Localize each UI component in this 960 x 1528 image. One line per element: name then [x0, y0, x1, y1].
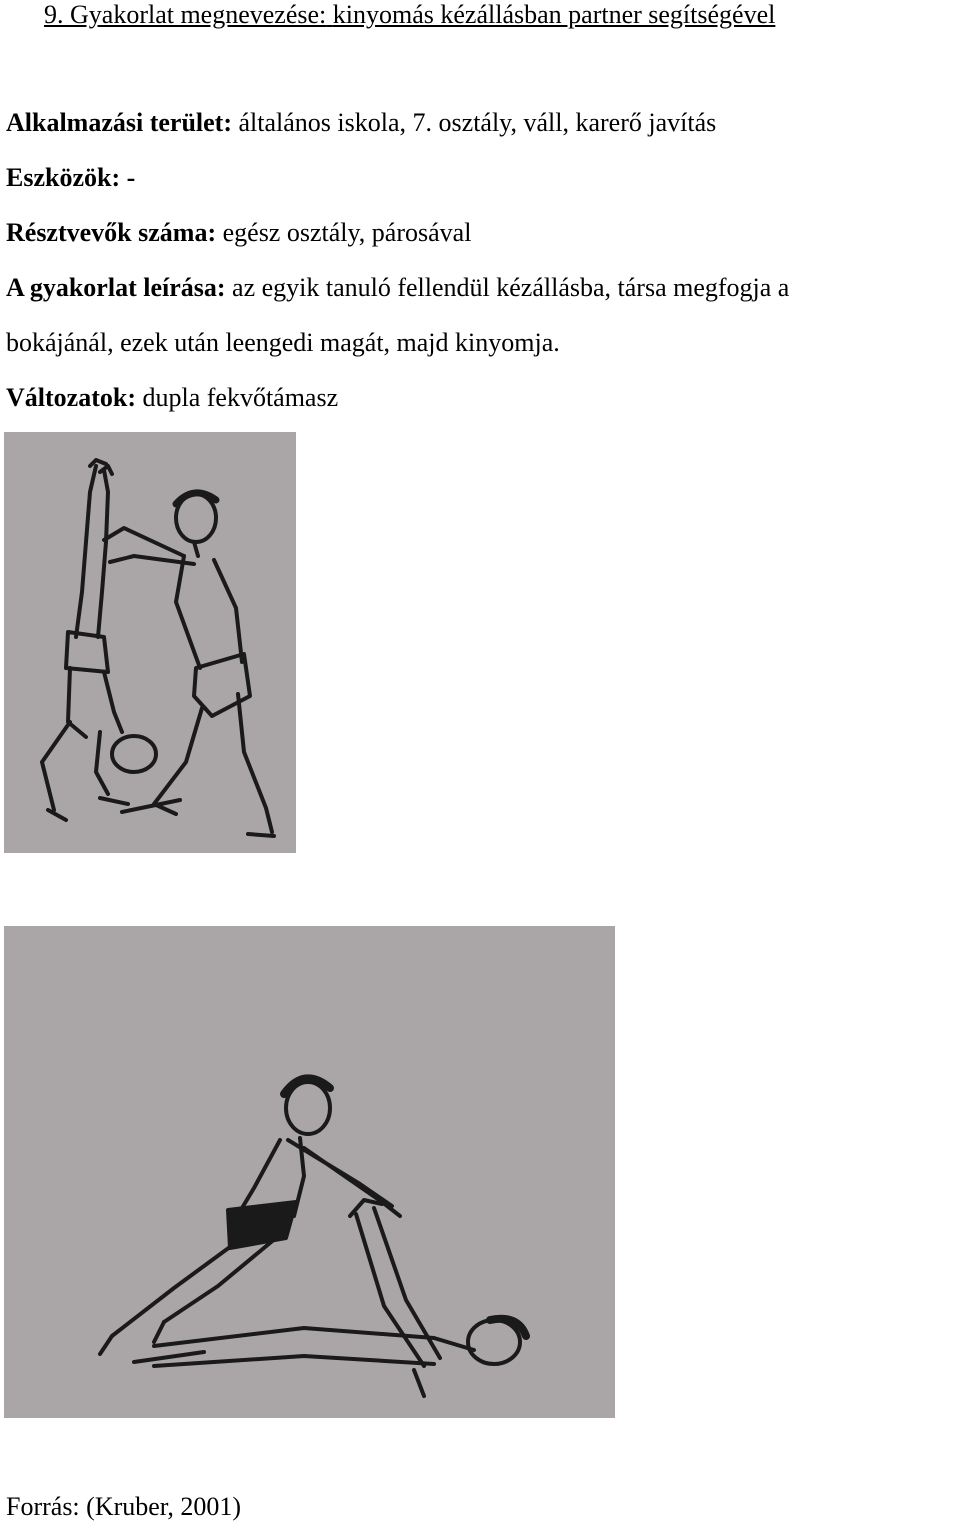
field-area — [6, 110, 716, 136]
source-citation: Forrás: (Kruber, 2001) — [6, 1492, 242, 1521]
exercise-title — [44, 2, 775, 28]
field-participants-label: Résztvevők száma: — [6, 218, 217, 247]
handstander-shorts — [66, 632, 108, 672]
field-participants-value: egész osztály, párosával — [222, 218, 472, 247]
lower-person-hair — [490, 1319, 526, 1336]
field-description-value-line1: az egyik tanuló fellendül kézállásba, társa megfogja a — [232, 273, 790, 302]
handstander-head — [112, 736, 156, 772]
handstander-torso — [68, 668, 122, 737]
field-description-label: A gyakorlat leírása: — [6, 273, 226, 302]
ground-line — [122, 800, 274, 836]
lower-person-legs — [356, 1208, 440, 1366]
upper-person-feet — [100, 1322, 164, 1354]
double-pushup-drawing — [4, 926, 615, 1418]
field-variants-label: Változatok: — [6, 383, 136, 412]
field-variants-value: dupla fekvőtámasz — [142, 383, 339, 412]
handstander-arms — [42, 722, 108, 810]
exercise-title-label: Gyakorlat megnevezése: — [70, 0, 327, 29]
field-description-value-line2: bokájánál, ezek után leengedi magát, majd kinyomja. — [6, 328, 560, 357]
handstander-hands — [48, 798, 128, 820]
handstander-legs — [76, 466, 108, 637]
field-area-value: általános iskola, 7. osztály, váll, karerő javítás — [238, 108, 717, 137]
field-description — [6, 275, 789, 301]
lower-person-head — [468, 1320, 520, 1364]
spotter-neck — [194, 542, 198, 556]
handstand-illustration — [4, 432, 296, 853]
double-pushup-illustration — [4, 926, 615, 1418]
upper-person-legs — [112, 1238, 276, 1336]
field-participants — [6, 220, 471, 246]
spotter-torso — [176, 556, 242, 668]
field-tools-label: Eszközök: - — [6, 163, 136, 192]
field-variants — [6, 385, 338, 411]
exercise-title-value: kinyomás kézállásban partner segítségével — [332, 0, 776, 29]
field-tools — [6, 165, 135, 191]
exercise-number: 9. — [44, 0, 64, 29]
field-area-label: Alkalmazási terület: — [6, 108, 233, 137]
field-description-continued — [6, 330, 560, 356]
handstand-drawing — [4, 432, 296, 853]
upper-person-shorts — [228, 1202, 296, 1248]
